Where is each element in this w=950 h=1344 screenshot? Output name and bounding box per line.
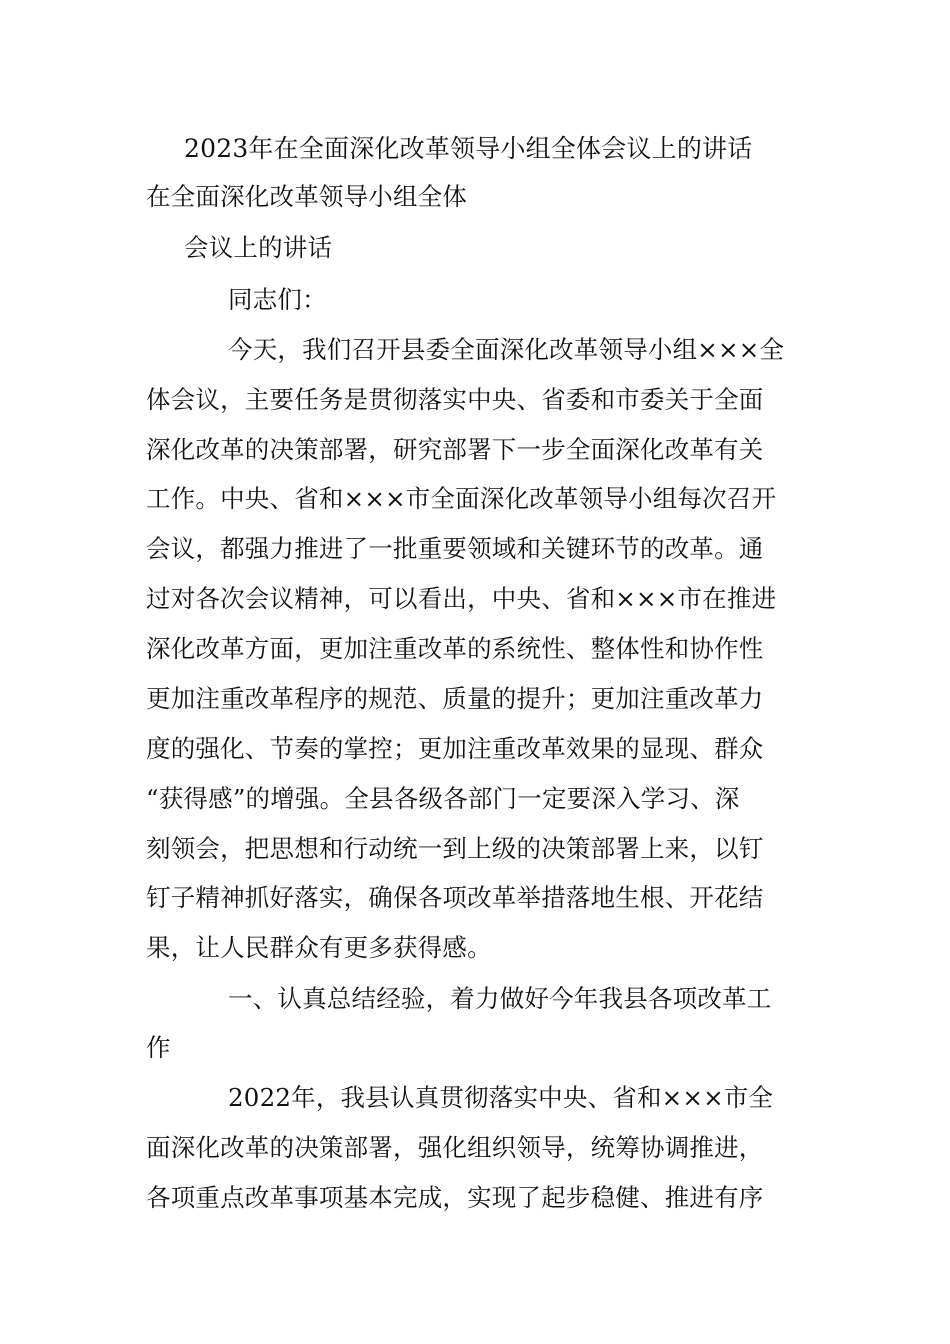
paragraph-line: 果，让人民群众有更多获得感。 (146, 933, 492, 962)
paragraph-line: 钉子精神抓好落实，确保各项改革举措落地生根、开花结 (146, 883, 764, 912)
paragraph-line: 更加注重改革程序的规范、质量的提升；更加注重改革力 (146, 684, 764, 713)
paragraph-line: 深化改革方面，更加注重改革的系统性、整体性和协作性 (146, 634, 764, 663)
paragraph-line: 过对各次会议精神，可以看出，中央、省和×××市在推进 (146, 584, 777, 613)
paragraph-line: 工作。中央、省和×××市全面深化改革领导小组每次召开 (146, 484, 777, 513)
section-heading-line: 一、认真总结经验，着力做好今年我县各项改革工 (228, 984, 772, 1013)
subtitle-line-2: 会议上的讲话 (184, 233, 333, 262)
salutation: 同志们： (228, 285, 327, 314)
paragraph-line: 2022年，我县认真贯彻落实中央、省和×××市全 (228, 1083, 774, 1112)
paragraph-line: 各项重点改革事项基本完成，实现了起步稳健、推进有序 (146, 1183, 764, 1212)
paragraph-line: 深化改革的决策部署，研究部署下一步全面深化改革有关 (146, 435, 764, 464)
paragraph-line: 刻领会，把思想和行动统一到上级的决策部署上来，以钉 (146, 834, 764, 863)
subtitle-line-1: 在全面深化改革领导小组全体 (146, 182, 468, 211)
paragraph-line: 面深化改革的决策部署，强化组织领导，统筹协调推进， (146, 1133, 764, 1162)
paragraph-line: 今天，我们召开县委全面深化改革领导小组×××全 (228, 335, 785, 364)
paragraph-line: 度的强化、节奏的掌控；更加注重改革效果的显现、群众 (146, 734, 764, 763)
paragraph-line: 体会议，主要任务是贯彻落实中央、省委和市委关于全面 (146, 385, 764, 414)
paragraph-line: “获得感”的增强。全县各级各部门一定要深入学习、深 (146, 784, 740, 813)
paragraph-line: 会议，都强力推进了一批重要领域和关键环节的改革。通 (146, 534, 764, 563)
section-heading-line: 作 (146, 1033, 171, 1062)
document-title: 2023年在全面深化改革领导小组全体会议上的讲话 (184, 134, 753, 163)
